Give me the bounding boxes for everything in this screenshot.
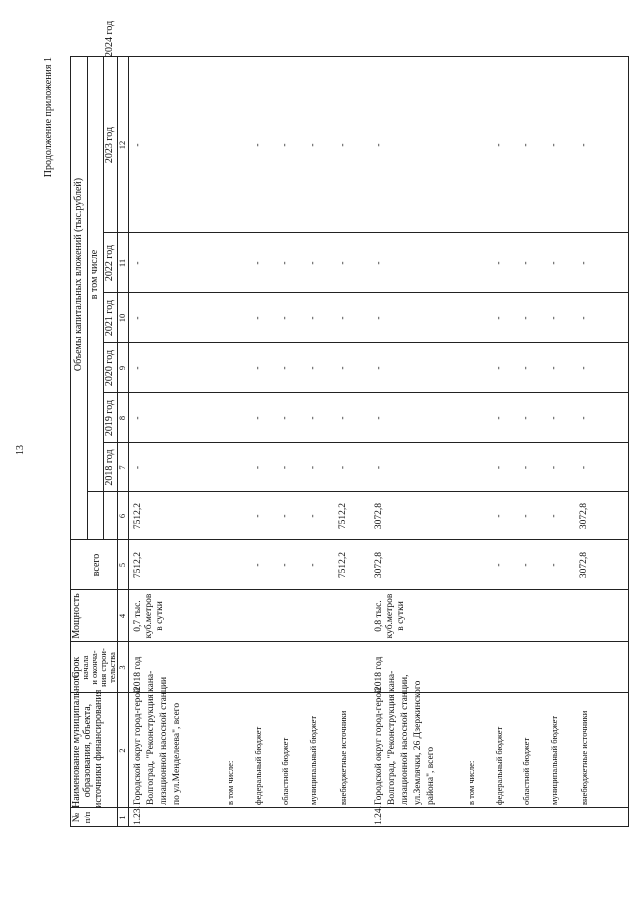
header-term: Срок [71,656,82,679]
amount-cell: - [253,563,263,567]
amount-cell: - [253,416,263,420]
object-name: Городской округ город-герой [374,687,384,805]
amount-cell: 3072,8 [374,551,384,579]
funding-source-label: в том числе: [466,760,476,805]
amount-cell: - [549,416,559,420]
amount-cell: - [133,416,143,420]
amount-cell: 3072,8 [579,502,589,530]
column-number: 9 [117,365,127,371]
object-name: лизационной насосной станции [159,676,169,805]
amount-cell: - [549,143,559,147]
column-divider [70,539,629,540]
amount-cell: - [579,465,589,470]
amount-cell: - [494,563,504,567]
amount-cell: - [549,366,559,370]
column-number: 11 [117,258,127,268]
column-divider [70,807,629,808]
header-year: 2021 год [104,299,115,337]
amount-cell: - [521,563,531,567]
amount-cell: - [133,316,143,320]
header-total: всего [91,553,102,577]
amount-cell: - [521,465,531,470]
amount-cell: - [579,416,589,420]
amount-cell: 7512,2 [338,551,348,579]
amount-cell: - [374,261,384,265]
header-name: источники финансирования [93,689,104,808]
amount-cell: - [308,143,318,147]
amount-cell: - [133,143,143,147]
header-year: 2023 год [104,126,115,164]
amount-cell: - [308,366,318,370]
amount-cell: - [253,514,263,518]
amount-cell: - [280,261,290,265]
column-number: 1 [117,815,127,820]
funding-source-label: внебюджетные источники [338,710,348,805]
capacity-value: в сутки [396,601,406,631]
column-number: 2 [117,748,127,753]
header-num: п/п [82,811,92,824]
table-left-border [70,826,629,827]
page-number: 13 [15,445,26,455]
funding-source-label: муниципальный бюджет [549,715,559,805]
amount-cell: - [579,316,589,320]
capacity-value: куб.метров [144,593,154,639]
column-divider [87,491,629,492]
amount-cell: - [308,316,318,320]
amount-cell: - [494,416,504,420]
continuation-note: Продолжение приложения 1 [43,57,54,178]
column-number: 12 [117,140,127,150]
row-number: 1.23. [133,806,143,825]
object-name: Городской округ город-герой [133,687,143,805]
construction-term: 2018 год [133,656,143,691]
capacity-value: 0,8 тыс. [374,600,384,632]
amount-cell: - [549,261,559,265]
table-right-border [70,56,629,57]
capacity-value: куб.метров [385,593,395,639]
funding-source-label: в том числе: [225,760,235,805]
amount-cell: - [133,366,143,370]
amount-cell: - [338,366,348,370]
column-number: 10 [117,313,127,323]
amount-cell: 7512,2 [338,502,348,530]
amount-cell: - [374,416,384,420]
amount-cell: - [521,416,531,420]
header-name: образования, объекта, [82,703,93,798]
column-number: 4 [117,613,127,619]
header-volumes: Объемы капитальных вложений (тыс.рублей) [73,177,84,372]
amount-cell: - [549,514,559,518]
amount-cell: - [280,316,290,320]
amount-cell: - [253,366,263,370]
amount-cell: - [253,261,263,265]
funding-source-label: федеральный бюджет [253,726,263,805]
header-capacity: Мощность [71,593,82,639]
amount-cell: - [280,465,290,470]
funding-source-label: областной бюджет [521,737,531,805]
object-name: лизационной насосной станции, [400,674,410,805]
amount-cell: - [280,366,290,370]
amount-cell: 3072,8 [579,551,589,579]
header-term: и оконча- [89,650,99,685]
object-name: Волгоград, "Реконструкция кана- [146,670,156,805]
amount-cell: - [133,465,143,470]
header-year: 2018 год [104,449,115,486]
row-number: 1.24. [374,806,384,825]
amount-cell: 7512,2 [133,502,143,530]
amount-cell: - [579,261,589,265]
column-number: 6 [117,513,127,519]
funding-source-label: внебюджетные источники [579,710,589,805]
amount-cell: - [338,416,348,420]
amount-cell: - [253,465,263,470]
amount-cell: - [521,514,531,518]
amount-cell: - [549,465,559,470]
amount-cell: - [280,416,290,420]
amount-cell: - [494,261,504,265]
capacity-value: 0,7 тыс. [133,600,143,632]
object-name: ул.Землячки, 26 Дзержинского [413,680,423,805]
amount-cell: - [579,143,589,147]
amount-cell: - [338,316,348,320]
object-name: района", всего [426,746,436,805]
amount-cell: - [521,366,531,370]
amount-cell: - [308,416,318,420]
object-name: Волгоград, "Реконструкция кана- [387,670,397,805]
amount-cell: - [374,366,384,370]
amount-cell: - [308,514,318,518]
header-term: ния строи- [98,648,108,687]
header-year: 2020 год [104,349,115,387]
amount-cell: 3072,8 [374,502,384,530]
header-year: 2024 год [104,20,115,57]
amount-cell: - [253,143,263,147]
amount-cell: - [253,316,263,320]
amount-cell: - [308,465,318,470]
amount-cell: - [280,143,290,147]
amount-cell: - [579,366,589,370]
header-including: в том числе [89,249,100,300]
header-year: 2022 год [104,244,115,282]
construction-term: 2018 год [374,656,384,691]
amount-cell: - [521,143,531,147]
amount-cell: - [133,261,143,265]
amount-cell: - [494,143,504,147]
header-num: № [71,812,82,823]
amount-cell: 7512,2 [133,551,143,579]
object-name: по ул.Менделеева", всего [172,702,182,805]
amount-cell: - [280,514,290,518]
amount-cell: - [494,366,504,370]
header-year: 2019 год [104,399,115,437]
amount-cell: - [494,465,504,470]
amount-cell: - [338,143,348,147]
amount-cell: - [308,563,318,567]
header-term: начала [80,655,90,680]
column-number: 8 [117,415,127,421]
funding-source-label: муниципальный бюджет [308,715,318,805]
amount-cell: - [308,261,318,265]
amount-cell: - [549,563,559,567]
amount-cell: - [521,261,531,265]
column-number: 7 [117,465,127,470]
amount-cell: - [280,563,290,567]
amount-cell: - [374,465,384,470]
amount-cell: - [338,465,348,470]
column-number: 3 [117,665,127,670]
amount-cell: - [338,261,348,265]
amount-cell: - [374,316,384,320]
funding-source-label: федеральный бюджет [494,726,504,805]
amount-cell: - [521,316,531,320]
column-number: 5 [117,562,127,568]
amount-cell: - [374,143,384,147]
amount-cell: - [549,316,559,320]
header-term: тельства [107,652,117,683]
funding-source-label: областной бюджет [280,737,290,805]
volumes-header-rule [87,56,88,540]
amount-cell: - [494,316,504,320]
amount-cell: - [494,514,504,518]
header-name: Наименование муниципального [71,671,82,808]
capacity-value: в сутки [155,601,165,631]
